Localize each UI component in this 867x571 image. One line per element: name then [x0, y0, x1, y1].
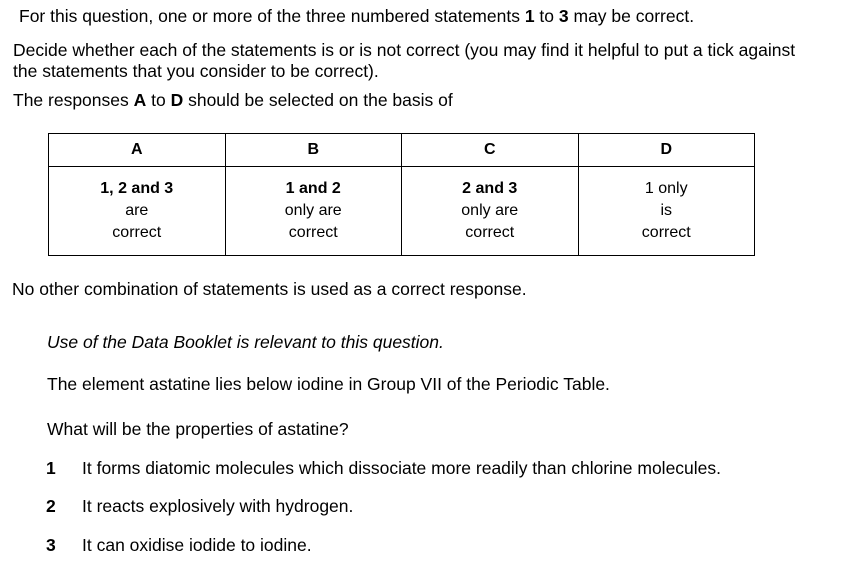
statement-3-text: It can oxidise iodide to iodine.: [82, 535, 312, 555]
instruction-line-3: the statements that you consider to be correct).: [13, 61, 379, 81]
combination-note: No other combination of statements is used as a correct response.: [12, 279, 527, 299]
response-cell-c-line-1: 2 and 3: [462, 180, 518, 197]
question-stem: The element astatine lies below iodine in Group VII of the Periodic Table.: [47, 374, 610, 394]
data-booklet-note: Use of the Data Booklet is relevant to this question.: [47, 332, 444, 352]
response-cell-c-line-2: only are: [461, 202, 519, 219]
statement-1-text: It forms diatomic molecules which dissociate more readily than chlorine molecules.: [82, 458, 722, 478]
response-cell-b-line-2: only are: [284, 202, 342, 219]
response-cell-d-line-1: 1 only: [644, 180, 688, 197]
response-cell-a-line-1: 1, 2 and 3: [100, 180, 174, 197]
statement-1-number: 1: [46, 458, 56, 478]
response-cell-b: [225, 167, 402, 256]
response-cell-d-line-2: is: [660, 202, 673, 219]
response-header-d: D: [578, 134, 755, 167]
response-header-c: C: [402, 134, 579, 167]
instruction-line-4: The responses A to D should be selected on the basis of: [13, 90, 453, 110]
response-header-a: A: [49, 134, 226, 167]
response-cell-c-line-3: correct: [465, 224, 515, 241]
response-cell-b-line-1: 1 and 2: [285, 180, 341, 197]
response-cell-a: [49, 167, 226, 256]
response-cell-a-line-3: correct: [112, 224, 162, 241]
response-cell-b-line-3: correct: [288, 224, 338, 241]
statement-2-text: It reacts explosively with hydrogen.: [82, 496, 354, 516]
instruction-line-1: For this question, one or more of the three numbered statements 1 to 3 may be correct.: [19, 6, 695, 26]
response-key-body-row: [49, 167, 755, 256]
response-key-header-row: [49, 134, 755, 167]
response-header-b: B: [225, 134, 402, 167]
response-cell-d-line-3: correct: [641, 224, 691, 241]
response-cell-d: [578, 167, 755, 256]
question-prompt: What will be the properties of astatine?: [47, 419, 349, 439]
statement-2-number: 2: [46, 496, 56, 516]
response-key-table: [48, 133, 755, 256]
statement-3-number: 3: [46, 535, 56, 555]
instruction-line-2: Decide whether each of the statements is or is not correct (you may find it helpful to put a tick against: [13, 40, 796, 60]
response-cell-c: [402, 167, 579, 256]
response-cell-a-line-2: are: [125, 202, 149, 219]
